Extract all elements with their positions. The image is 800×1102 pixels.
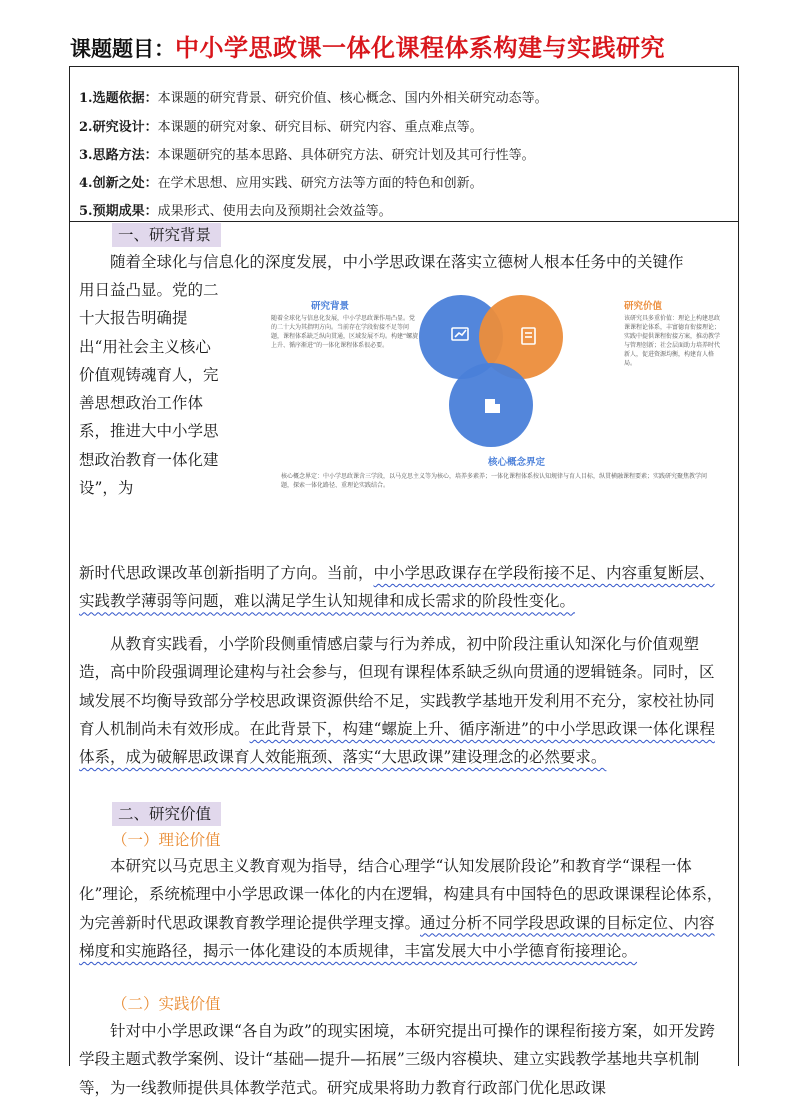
- figure-text-background: 随着全球化与信息化发展，中小学思政课作用凸显。党的二十大为其指明方向。当前存在学段衔接不足等问题，课程体系缺乏纵向贯通，区域发展不均。构建“螺旋上升、循序渐进”的一体化课程体系很必要。: [271, 315, 419, 349]
- outline-desc: 在学术思想、应用实践、研究方法等方面的特色和创新。: [157, 176, 483, 191]
- paragraph-text: 本研究以马克思主义教育观为指导，结合心理学“认知发展阶段论”和教育学“课程一体化”理论，系统梳理中小学思政课一体化的内在逻辑，构建具有中国特色的思政课课程论体系，为完善新时代思政课教育教学理论提供学理支撑。: [79, 857, 723, 932]
- paragraph-text: 新时代思政课改革创新指明了方向。当前，: [79, 564, 374, 582]
- outline-term: 3.思路方法：: [79, 148, 158, 163]
- outline-item: [79, 200, 392, 219]
- outline-term: 5.预期成果：: [79, 204, 158, 219]
- figure-label-background: 研究背景: [311, 301, 350, 312]
- underlined-text: 通过分析不同学段思政课的目标定位、内容梯度和实施路径，揭示一体化建设的本质规律，丰富发展大中小学德育衔接理论。: [79, 913, 715, 960]
- page-title: 中小学思政课一体化课程体系构建与实践研究: [175, 34, 665, 62]
- outline-term: 2.研究设计：: [79, 120, 158, 135]
- outline-item: [79, 87, 548, 106]
- outline-item: [79, 116, 483, 135]
- underlined-text: 在此背景下，构建“螺旋上升、循序渐进”的中小学思政课一体化课程体系，成为破解思政课育人效能瓶颈、落实“大思政课”建设理念的必然要求。: [79, 719, 715, 767]
- figure-text-value: 该研究具多重价值：理论上构建思政课课程论体系，丰富德育衔接理论；实践中提供课程衔接方案，推动教学与管理创新；社会层面助力培养时代新人，促进资源均衡，构建育人格局。: [624, 315, 721, 367]
- paragraph: [79, 852, 729, 965]
- outline-term: 4.创新之处：: [79, 176, 158, 191]
- figure-label-value: 研究价值: [624, 301, 663, 312]
- title-row: [70, 28, 665, 63]
- outline-box: [70, 67, 738, 222]
- paragraph: [79, 630, 729, 771]
- outline-desc: 本课题的研究对象、研究目标、研究内容、重点难点等。: [157, 120, 483, 135]
- paragraph-narrow-column: 用日益凸显。党的二十大报告明确提出“用社会主义核心价值观铸魂育人，完善思想政治工作体系，推进大中小学思想政治教育一体化建设”，为: [79, 281, 219, 498]
- underlined-text: 中小学思政课存在学段衔接不足、内容重复断层、实践教学薄弱等问题，难以满足学生认知规律和成长需求的阶段性变化。: [79, 564, 715, 611]
- subsection-heading-theory: （一）理论价值: [112, 831, 221, 849]
- subsection-heading-practice: （二）实践价值: [112, 995, 221, 1013]
- title-label: 课题题目：: [70, 37, 175, 61]
- section-heading-background: 一、研究背景: [112, 223, 221, 247]
- outline-item: [79, 172, 483, 191]
- section-heading-value: 二、研究价值: [112, 802, 221, 826]
- outline-term: 1.选题依据：: [79, 91, 158, 106]
- paragraph-line: 随着全球化与信息化的深度发展，中小学思政课在落实立德树人根本任务中的关键作: [110, 253, 684, 271]
- figure-label-core: 核心概念界定: [488, 457, 546, 468]
- outline-desc: 本课题研究的基本思路、具体研究方法、研究计划及其可行性等。: [157, 148, 535, 163]
- outline-desc: 成果形式、使用去向及预期社会效益等。: [157, 204, 392, 219]
- paragraph: [79, 559, 729, 616]
- outline-item: [79, 144, 535, 163]
- research-venn-figure: [266, 292, 726, 507]
- document-frame: [69, 66, 739, 1097]
- paragraph-text: 从教育实践看，小学阶段侧重情感启蒙与行为养成，初中阶段注重认知深化与价值观塑造，高中阶段强调理论建构与社会参与，但现有课程体系缺乏纵向贯通的逻辑链条。同时，区域发展不均衡导致部分学校思政课资源供给不足，实践教学基地开发利用不充分，家校社协同育人机制尚未有效形成。: [79, 635, 715, 738]
- figure-text-core: 核心概念界定：中小学思政课含三学段，以马克思主义等为核心，培养多素养；一体化课程体系按认知规律与育人目标，纵贯横融课程要素；实践研究聚焦教学问题，探索一体化路径、重理论实践结合。: [281, 473, 708, 489]
- paragraph: 针对中小学思政课“各自为政”的现实困境，本研究提出可操作的课程衔接方案，如开发跨学段主题式教学案例、设计“基础—提升—拓展”三级内容模块、建立实践教学基地共享机制等，为一线教师提供具体教学范式。研究成果将助力教育行政部门优化思政课: [79, 1022, 715, 1097]
- outline-desc: 本课题的研究背景、研究价值、核心概念、国内外相关研究动态等。: [157, 91, 548, 106]
